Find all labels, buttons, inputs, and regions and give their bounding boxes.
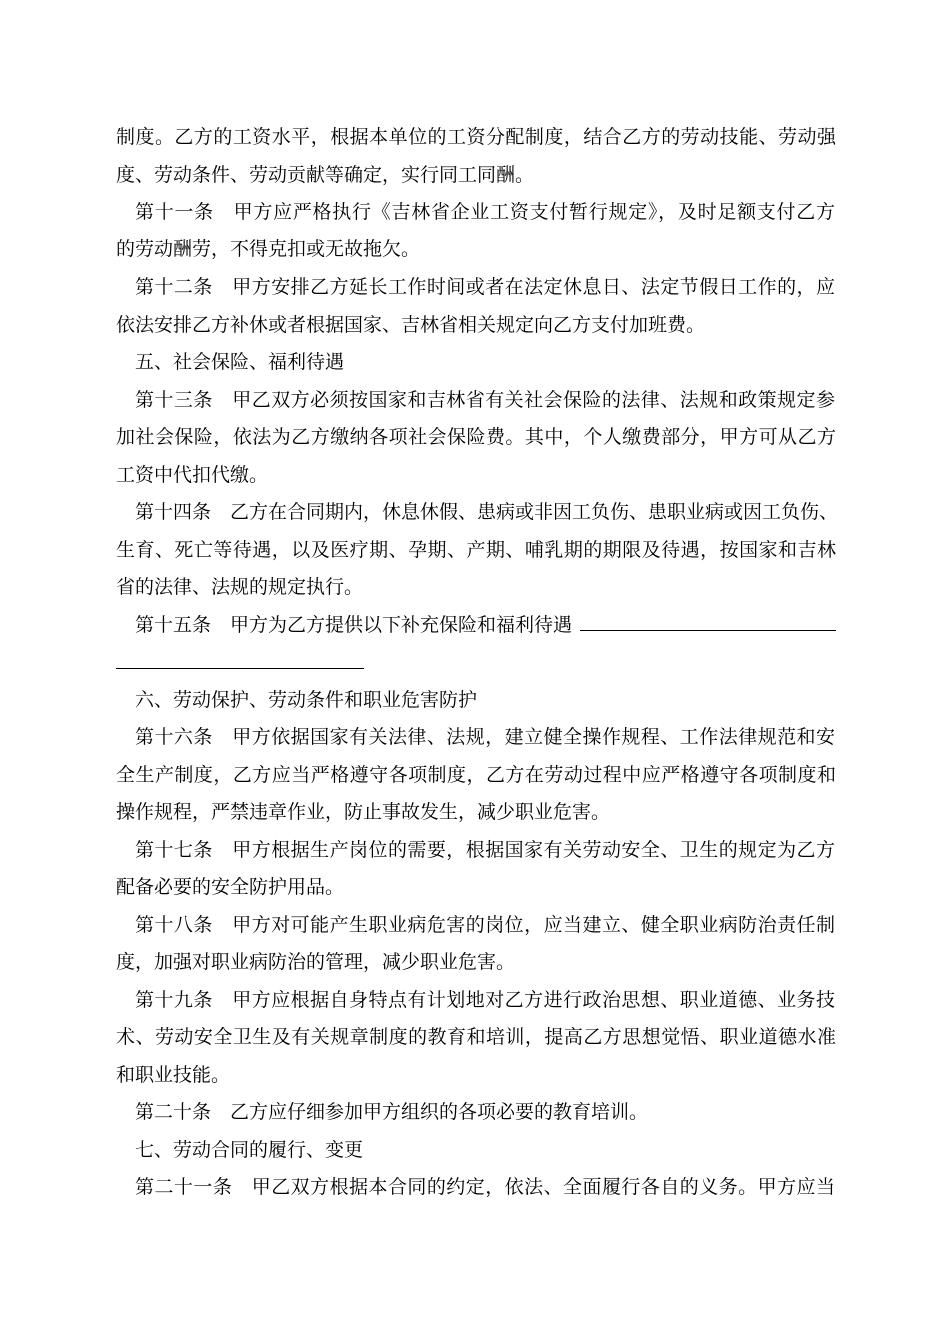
article-19-line: 第十九条 甲方应根据自身特点有计划地对乙方进行政治思想、职业道德、业务技 (135, 989, 835, 1011)
paragraph-line: 配备必要的安全防护用品。 (116, 876, 345, 898)
paragraph-line: 度、劳动条件、劳动贡献等确定，实行同工同酬。 (116, 164, 535, 186)
paragraph-line: 操作规程，严禁违章作业，防止事故发生，减少职业危害。 (116, 801, 611, 823)
paragraph-line: 度，加强对职业病防治的管理，减少职业危害。 (116, 951, 516, 973)
paragraph-line: 生育、死亡等待遇，以及医疗期、孕期、产期、哺乳期的期限及待遇，按国家和吉林 (116, 539, 836, 561)
article-17-line: 第十七条 甲方根据生产岗位的需要，根据国家有关劳动安全、卫生的规定为乙方 (135, 839, 835, 861)
section-heading: 七、劳动合同的履行、变更 (135, 1139, 364, 1161)
paragraph-line: 和职业技能。 (116, 1064, 231, 1086)
section-heading: 五、社会保险、福利待遇 (135, 351, 345, 373)
paragraph-line: 制度。乙方的工资水平，根据本单位的工资分配制度，结合乙方的劳动技能、劳动强 (116, 126, 836, 148)
article-14-line: 第十四条 乙方在合同期内，休息休假、患病或非因工负伤、患职业病或因工负伤、 (135, 501, 839, 523)
blank-fill-line (580, 630, 836, 631)
paragraph-line: 加社会保险，依法为乙方缴纳各项社会保险费。其中，个人缴费部分，甲方可从乙方 (116, 426, 836, 448)
article-13-line: 第十三条 甲乙双方必须按国家和吉林省有关社会保险的法律、法规和政策规定参 (135, 389, 835, 411)
article-15-line: 第十五条 甲方为乙方提供以下补充保险和福利待遇 (135, 614, 573, 636)
article-21-line: 第二十一条 甲乙双方根据本合同的约定，依法、全面履行各自的义务。甲方应当 (135, 1176, 835, 1198)
paragraph-line: 全生产制度，乙方应当严格遵守各项制度，乙方在劳动过程中应严格遵守各项制度和 (116, 764, 836, 786)
blank-fill-line (116, 668, 364, 669)
article-12-line: 第十二条 甲方安排乙方延长工作时间或者在法定休息日、法定节假日工作的，应 (135, 276, 835, 298)
paragraph-line: 术、劳动安全卫生及有关规章制度的教育和培训，提高乙方思想觉悟、职业道德水准 (116, 1026, 836, 1048)
paragraph-line: 依法安排乙方补休或者根据国家、吉林省相关规定向乙方支付加班费。 (116, 314, 706, 336)
section-heading: 六、劳动保护、劳动条件和职业危害防护 (135, 689, 478, 711)
article-18-line: 第十八条 甲方对可能产生职业病危害的岗位，应当建立、健全职业病防治责任制 (135, 914, 835, 936)
paragraph-line: 工资中代扣代缴。 (116, 464, 269, 486)
paragraph-line: 省的法律、法规的规定执行。 (116, 576, 364, 598)
paragraph-line: 的劳动酬劳，不得克扣或无故拖欠。 (116, 238, 421, 260)
article-20-line: 第二十条 乙方应仔细参加甲方组织的各项必要的教育培训。 (135, 1101, 649, 1123)
article-11-line: 第十一条 甲方应严格执行《吉林省企业工资支付暂行规定》，及时足额支付乙方 (135, 201, 835, 223)
article-16-line: 第十六条 甲方依据国家有关法律、法规，建立健全操作规程、工作法律规范和安 (135, 726, 835, 748)
